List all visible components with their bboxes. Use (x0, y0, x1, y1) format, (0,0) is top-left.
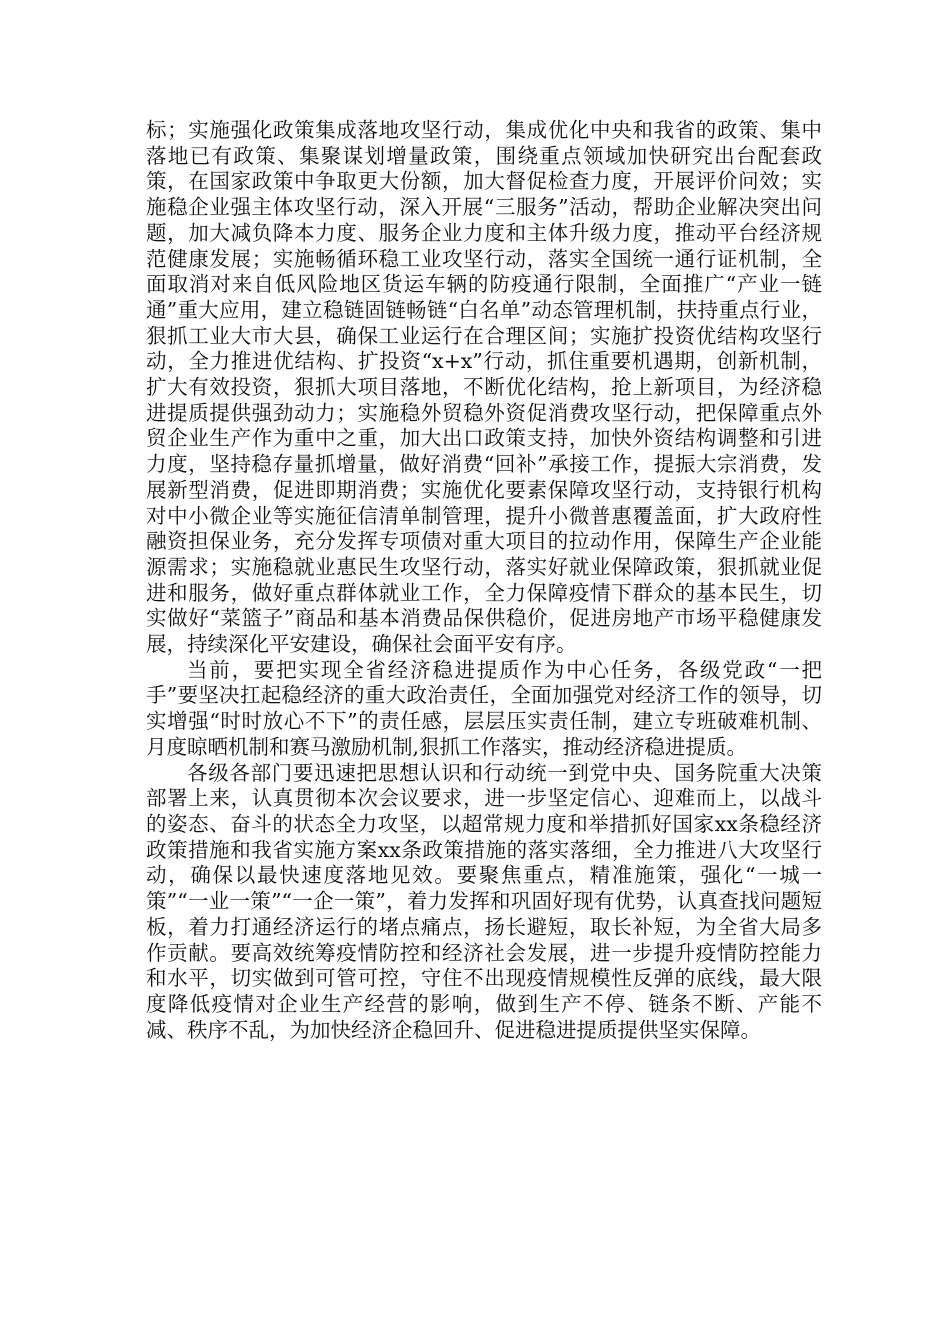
paragraph-current-task: 当前，要把实现全省经济稳进提质作为中心任务，各级党政“一把手”要坚决扛起稳经济的重大政治责任，全面加强党对经济工作的领导，切实增强“时时放心不下”的责任感，层层压实责任制，建立专班破难机制、月度晾晒机制和赛马激励机制,狠抓工作落实，推动经济稳进提质。 (146, 657, 822, 759)
paragraph-continued: 标；实施强化政策集成落地攻坚行动，集成优化中央和我省的政策、集中落地已有政策、集聚谋划增量政策，围绕重点领域加快研究出台配套政策，在国家政策中争取更大份额，加大督促检查力度，开展评价问效；实施稳企业强主体攻坚行动，深入开展“三服务”活动，帮助企业解决突出问题，加大减负降本力度、服务企业力度和主体升级力度，推动平台经济规范健康发展；实施畅循环稳工业攻坚行动，落实全国统一通行证机制，全面取消对来自低风险地区货运车辆的防疫通行限制，全面推广“产业一链通”重大应用，建立稳链固链畅链“白名单”动态管理机制，扶持重点行业，狠抓工业大市大县，确保工业运行在合理区间；实施扩投资优结构攻坚行动，全力推进优结构、扩投资“x+x”行动，抓住重要机遇期，创新机制，扩大有效投资，狠抓大项目落地，不断优化结构，抢上新项目，为经济稳进提质提供强劲动力；实施稳外贸稳外资促消费攻坚行动，把保障重点外贸企业生产作为重中之重，加大出口政策支持，加快外资结构调整和引进力度，坚持稳存量抓增量，做好消费“回补”承接工作，提振大宗消费，发展新型消费，促进即期消费；实施优化要素保障攻坚行动，支持银行机构对中小微企业等实施征信清单制管理，提升小微普惠覆盖面，扩大政府性融资担保业务，充分发挥专项债对重大项目的拉动作用，保障生产企业能源需求；实施稳就业惠民生攻坚行动，落实好就业保障政策，狠抓就业促进和服务，做好重点群体就业工作，全力保障疫情下群众的基本民生，切实做好“菜篮子”商品和基本消费品保供稳价，促进房地产市场平稳健康发展，持续深化平安建设，确保社会面平安有序。 (146, 118, 822, 657)
document-body (146, 118, 822, 1043)
paragraph-departments: 各级各部门要迅速把思想认识和行动统一到党中央、国务院重大决策部署上来，认真贯彻本次会议要求，进一步坚定信心、迎难而上，以战斗的姿态、奋斗的状态全力攻坚，以超常规力度和举措抓好国家xx条稳经济政策措施和我省实施方案xx条政策措施的落实落细，全力推进八大攻坚行动，确保以最快速度落地见效。要聚焦重点，精准施策，强化“一城一策”“一业一策”“一企一策”，着力发挥和巩固好现有优势，认真查找问题短板，着力打通经济运行的堵点痛点，扬长避短，取长补短，为全省大局多作贡献。要高效统筹疫情防控和经济社会发展，进一步提升疫情防控能力和水平，切实做到可管可控，守住不出现疫情规模性反弹的底线，最大限度降低疫情对企业生产经营的影响，做到生产不停、链条不断、产能不减、秩序不乱，为加快经济企稳回升、促进稳进提质提供坚实保障。 (146, 760, 822, 1042)
